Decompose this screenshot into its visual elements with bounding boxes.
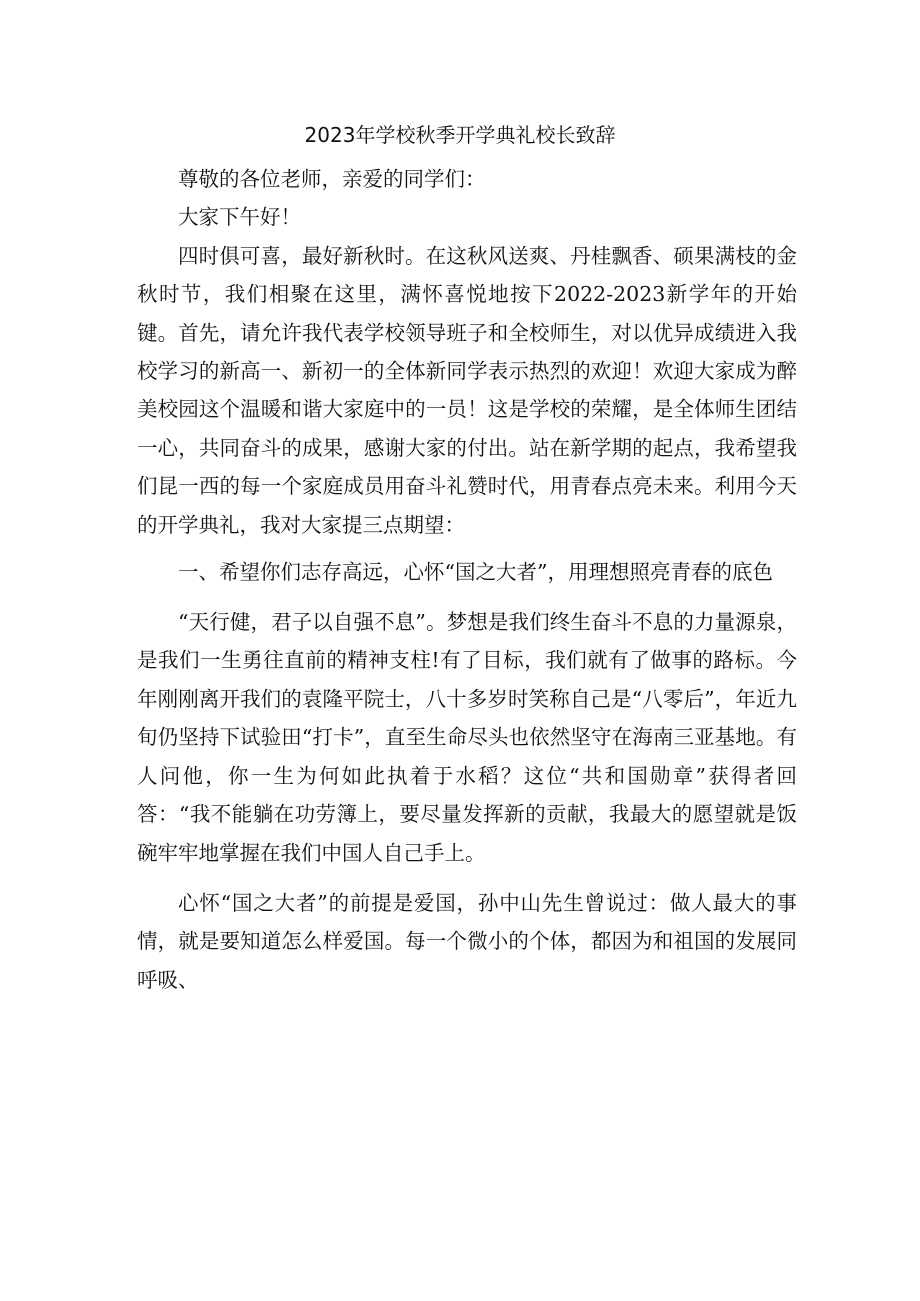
body-paragraph: 四时俱可喜，最好新秋时。在这秋风送爽、丹桂飘香、硕果满枝的金秋时节，我们相聚在这里，满怀喜悦地按下2022-2023新学年的开始键。首先，请允许我代表学校领导班子和全校师生，对以优异成绩进入我校学习的新高一、新初一的全体新同学表示热烈的欢迎！欢迎大家成为醉美校园这个温暖和谐大家庭中的一员！这是学校的荣耀，是全体师生团结一心，共同奋斗的成果，感谢大家的付出。站在新学期的起点，我希望我们昆一西的每一个家庭成员用奋斗礼赞时代，用青春点亮未来。利用今天的开学典礼，我对大家提三点期望： [137, 243, 797, 537]
greeting: 大家下午好！ [178, 205, 301, 230]
document-title: 2023年学校秋季开学典礼校长致辞 [304, 123, 616, 147]
body-paragraph: “天行健，君子以自强不息”。梦想是我们终生奋斗不息的力量源泉，是我们一生勇往直前的精神支柱!有了目标，我们就有了做事的路标。今年刚刚离开我们的袁隆平院士，八十多岁时笑称自己是“八零后”，年近九旬仍坚持下试验田“打卡”，直至生命尽头也依然坚守在海南三亚基地。有人问他，你一生为何如此执着于水稻？这位“共和国勋章”获得者回答：“我不能躺在功劳簿上，要尽量发挥新的贡献，我最大的愿望就是饭碗牢牢地掌握在我们中国人自己手上。 [137, 610, 797, 865]
document-body [137, 160, 797, 999]
section-heading: 一、希望你们志存高远，心怀“国之大者”，用理想照亮青春的底色 [178, 560, 773, 585]
salutation: 尊敬的各位老师，亲爱的同学们： [178, 167, 486, 191]
body-paragraph: 心怀“国之大者”的前提是爱国，孙中山先生曾说过：做人最大的事情，就是要知道怎么样爱国。每一个微小的个体，都因为和祖国的发展同呼吸、 [137, 890, 797, 992]
